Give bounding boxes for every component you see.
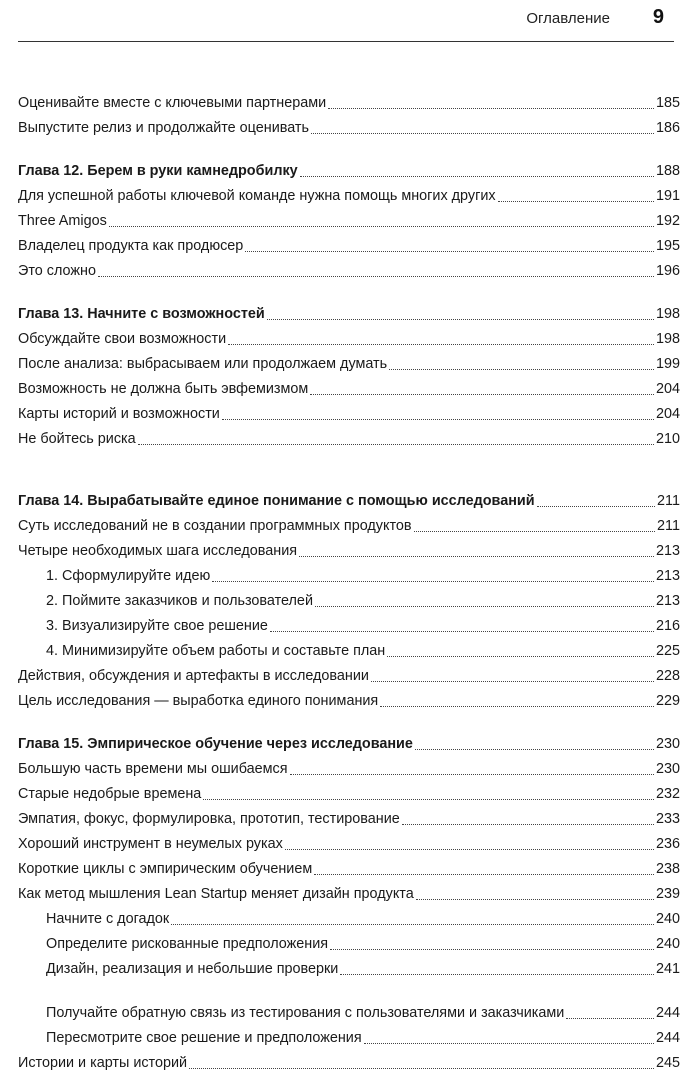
dot-leader <box>138 444 654 445</box>
toc-entry-page: 198 <box>655 331 680 347</box>
header-divider <box>18 41 674 42</box>
toc-entry-page: 188 <box>655 163 680 179</box>
dot-leader <box>222 419 654 420</box>
toc-entry <box>18 207 680 232</box>
dot-leader <box>98 276 654 277</box>
dot-leader <box>245 251 654 252</box>
toc-entry-page: 185 <box>655 95 680 111</box>
toc-entry-title: Пересмотрите свое решение и предположения <box>46 1030 362 1046</box>
toc-entry-title: Четыре необходимых шага исследования <box>18 543 298 559</box>
toc-entry <box>18 512 680 537</box>
toc-entry-page: 191 <box>655 188 680 204</box>
dot-leader <box>402 824 654 825</box>
toc-entry <box>18 325 680 350</box>
toc-entry-title: Хороший инструмент в неумелых руках <box>18 836 283 852</box>
table-of-contents <box>18 89 680 1074</box>
toc-entry-title: Выпустите релиз и продолжайте оценивать <box>18 120 310 136</box>
dot-leader <box>380 706 654 707</box>
toc-entry-page: 244 <box>655 1030 680 1046</box>
toc-subentry <box>18 955 680 980</box>
toc-entry-title: Суть исследований не в создании программных продуктов <box>18 518 412 534</box>
dot-leader <box>566 1018 654 1019</box>
toc-subentry <box>18 587 680 612</box>
toc-entry-title: Короткие циклы с эмпирическим обучением <box>18 861 313 877</box>
toc-entry <box>18 855 680 880</box>
dot-leader <box>389 369 654 370</box>
toc-entry-page: 236 <box>655 836 680 852</box>
dot-leader <box>314 874 654 875</box>
toc-entry <box>18 880 680 905</box>
dot-leader <box>299 556 654 557</box>
dot-leader <box>416 899 654 900</box>
dot-leader <box>364 1043 654 1044</box>
toc-entry-page: 239 <box>655 886 680 902</box>
toc-entry-title: Истории и карты историй <box>18 1055 188 1071</box>
toc-entry-title: После анализа: выбрасываем или продолжаем думать <box>18 356 388 372</box>
toc-entry-title: 2. Поймите заказчиков и пользователей <box>46 593 313 609</box>
dot-leader <box>340 974 654 975</box>
toc-entry-page: 213 <box>655 543 680 559</box>
toc-entry-page: 245 <box>655 1055 680 1071</box>
toc-entry-title: Начните с догадок <box>46 911 170 927</box>
dot-leader <box>171 924 654 925</box>
dot-leader <box>285 849 654 850</box>
toc-entry-title: Не бойтесь риска <box>18 431 136 447</box>
toc-entry <box>18 114 680 139</box>
dot-leader <box>387 656 654 657</box>
toc-entry-title: Старые недобрые времена <box>18 786 202 802</box>
toc-entry-page: 213 <box>655 593 680 609</box>
toc-entry <box>18 400 680 425</box>
toc-entry-page: 195 <box>655 238 680 254</box>
dot-leader <box>109 226 654 227</box>
dot-leader <box>228 344 654 345</box>
toc-subentry <box>18 930 680 955</box>
dot-leader <box>203 799 654 800</box>
toc-entry-title: Карты историй и возможности <box>18 406 220 422</box>
toc-entry-title: Оценивайте вместе с ключевыми партнерами <box>18 95 327 111</box>
toc-entry-title: Определите рискованные предположения <box>46 936 329 952</box>
toc-subentry <box>18 1024 680 1049</box>
toc-entry <box>18 182 680 207</box>
toc-entry <box>18 350 680 375</box>
dot-leader <box>328 108 654 109</box>
toc-entry-title: Цель исследования — выработка единого понимания <box>18 693 379 709</box>
toc-entry-page: 241 <box>655 961 680 977</box>
toc-subentry <box>18 980 680 1024</box>
toc-entry-title: Дизайн, реализация и небольшие проверки <box>46 961 339 977</box>
dot-leader <box>311 133 654 134</box>
dot-leader <box>371 681 654 682</box>
dot-leader <box>315 606 654 607</box>
toc-entry-page: 232 <box>655 786 680 802</box>
toc-entry <box>18 232 680 257</box>
toc-entry-page: 186 <box>655 120 680 136</box>
toc-entry <box>18 89 680 114</box>
toc-entry <box>18 830 680 855</box>
dot-leader <box>189 1068 654 1069</box>
toc-entry-title: Обсуждайте свои возможности <box>18 331 227 347</box>
toc-entry-page: 210 <box>655 431 680 447</box>
toc-entry-page: 244 <box>655 1005 680 1021</box>
toc-entry-title: Действия, обсуждения и артефакты в исследовании <box>18 668 369 684</box>
dot-leader <box>267 319 654 320</box>
toc-entry-page: 199 <box>655 356 680 372</box>
toc-chapter-title: Глава 14. Вырабатывайте единое понимание с помощью исследований <box>18 493 535 509</box>
toc-subentry <box>18 612 680 637</box>
toc-entry-title: Эмпатия, фокус, формулировка, прототип, тестирование <box>18 811 400 827</box>
dot-leader <box>290 774 654 775</box>
dot-leader <box>415 749 654 750</box>
toc-entry-page: 204 <box>655 381 680 397</box>
toc-entry-title: Это сложно <box>18 263 96 279</box>
toc-entry <box>18 1049 680 1074</box>
dot-leader <box>330 949 654 950</box>
toc-entry-page: 225 <box>655 643 680 659</box>
toc-chapter-title: Глава 13. Начните с возможностей <box>18 306 265 322</box>
dot-leader <box>212 581 654 582</box>
toc-entry-page: 238 <box>655 861 680 877</box>
dot-leader <box>414 531 656 532</box>
toc-chapter-title: Глава 15. Эмпирическое обучение через исследование <box>18 736 413 752</box>
toc-entry-page: 228 <box>655 668 680 684</box>
toc-entry <box>18 425 680 450</box>
toc-entry-page: 240 <box>655 911 680 927</box>
toc-entry-page: 198 <box>655 306 680 322</box>
toc-subentry <box>18 905 680 930</box>
toc-entry-page: 211 <box>657 493 680 509</box>
toc-entry-page: 192 <box>655 213 680 229</box>
toc-entry <box>18 662 680 687</box>
toc-entry-title: Three Amigos <box>18 213 107 229</box>
toc-entry-page: 229 <box>655 693 680 709</box>
dot-leader <box>270 631 654 632</box>
toc-entry-title: 1. Сформулируйте идею <box>46 568 211 584</box>
toc-entry-page: 196 <box>655 263 680 279</box>
toc-entry-page: 213 <box>655 568 680 584</box>
toc-entry-page: 230 <box>655 761 680 777</box>
toc-entry-title: 3. Визуализируйте свое решение <box>46 618 268 634</box>
toc-entry <box>18 537 680 562</box>
dot-leader <box>537 506 655 507</box>
toc-entry-title: Владелец продукта как продюсер <box>18 238 244 254</box>
toc-entry-title: Получайте обратную связь из тестирования с пользователями и заказчиками <box>46 1005 565 1021</box>
toc-subentry <box>18 637 680 662</box>
dot-leader <box>300 176 654 177</box>
toc-entry <box>18 257 680 282</box>
toc-entry-title: 4. Минимизируйте объем работы и составьте план <box>46 643 386 659</box>
toc-entry-page: 204 <box>655 406 680 422</box>
toc-chapter-entry <box>18 300 680 325</box>
toc-subentry <box>18 562 680 587</box>
toc-entry <box>18 687 680 712</box>
toc-entry <box>18 805 680 830</box>
toc-entry-page: 216 <box>655 618 680 634</box>
page-number: 9 <box>652 6 664 28</box>
toc-chapter-entry <box>18 730 680 755</box>
toc-entry-title: Как метод мышления Lean Startup меняет дизайн продукта <box>18 886 414 902</box>
toc-entry <box>18 755 680 780</box>
toc-entry-title: Большую часть времени мы ошибаемся <box>18 761 288 777</box>
toc-entry-page: 240 <box>655 936 680 952</box>
toc-entry <box>18 780 680 805</box>
toc-entry-page: 211 <box>657 518 680 534</box>
toc-chapter-title: Глава 12. Берем в руки камнедробилку <box>18 163 298 179</box>
running-header-title: Оглавление <box>526 10 610 27</box>
toc-entry-title: Для успешной работы ключевой команде нужна помощь многих других <box>18 188 496 204</box>
toc-entry <box>18 375 680 400</box>
toc-chapter-entry <box>18 157 680 182</box>
dot-leader <box>498 201 654 202</box>
toc-chapter-entry <box>18 468 680 512</box>
toc-entry-page: 230 <box>655 736 680 752</box>
page-header <box>0 0 692 42</box>
dot-leader <box>310 394 654 395</box>
toc-entry-title: Возможность не должна быть эвфемизмом <box>18 381 309 397</box>
toc-entry-page: 233 <box>655 811 680 827</box>
